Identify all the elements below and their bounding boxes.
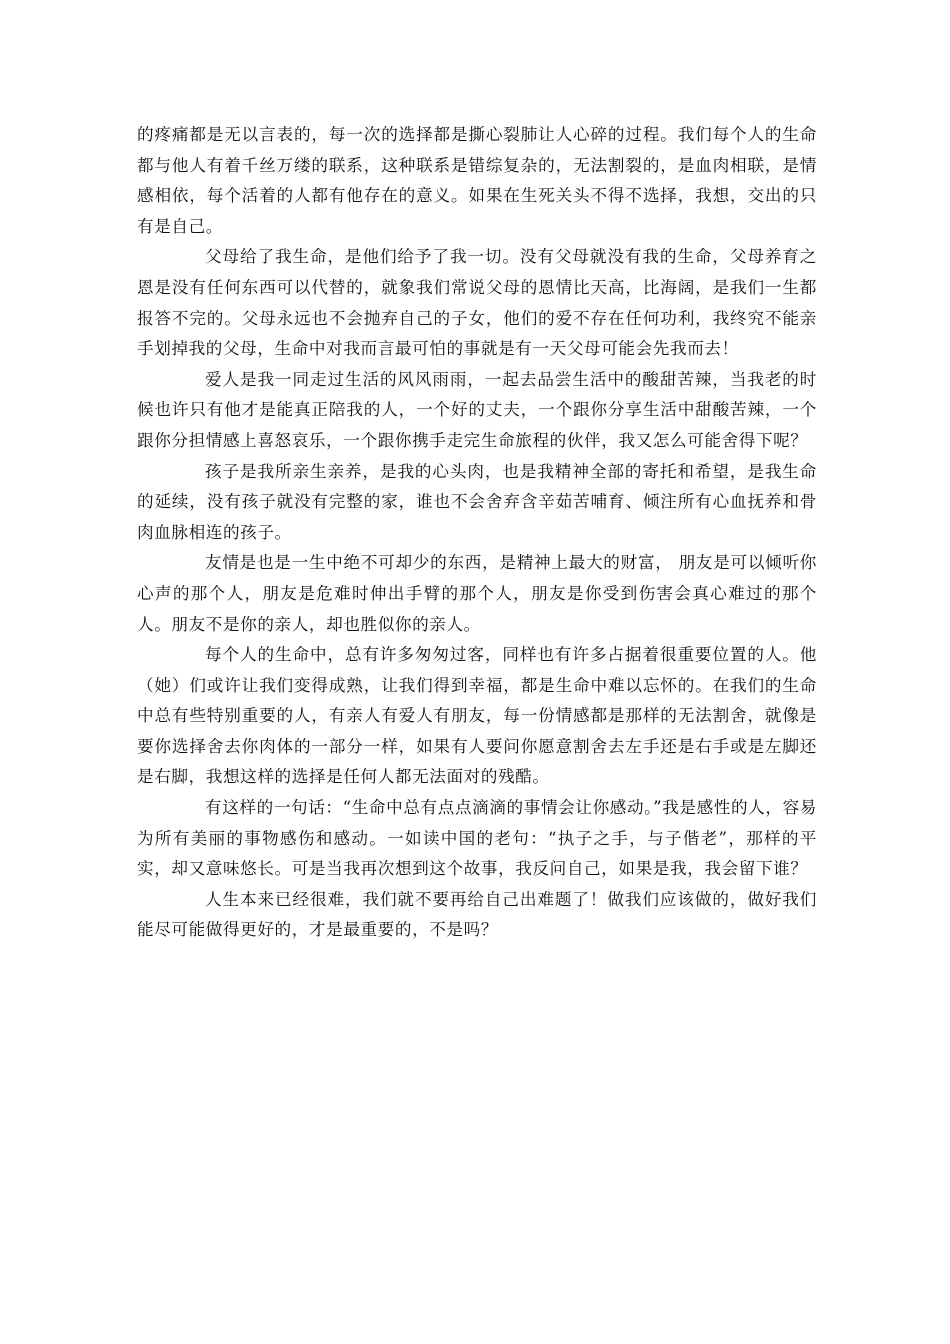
paragraph-2: 父母给了我生命，是他们给予了我一切。没有父母就没有我的生命，父母养育之恩是没有任何东西可以代替的，就象我们常说父母的恩情比天高，比海阔，是我们一生都报答不完的。父母永远也不会抛弃自己的子女，他们的爱不存在任何功利，我终究不能亲手划掉我的父母，生命中对我而言最可怕的事就是有一天父母可能会先我而去！ [137, 247, 817, 359]
document-body [137, 120, 817, 946]
paragraph-8: 人生本来已经很难，我们就不要再给自己出难题了！做我们应该做的，做好我们能尽可能做得更好的，才是最重要的，不是吗？ [137, 889, 817, 940]
paragraph-7: 有这样的一句话：“生命中总有点点滴滴的事情会让你感动。”我是感性的人，容易为所有美丽的事物感伤和感动。一如读中国的老句：“执子之手，与子偕老”，那样的平实，却又意味悠长。可是当我再次想到这个故事，我反问自己，如果是我，我会留下谁？ [137, 798, 817, 879]
paragraph-5: 友情是也是一生中绝不可却少的东西，是精神上最大的财富， 朋友是可以倾听你心声的那个人，朋友是危难时伸出手臂的那个人，朋友是你受到伤害会真心难过的那个人。朋友不是你的亲人，却也胜似你的亲人。 [137, 553, 817, 634]
paragraph-1: 的疼痛都是无以言表的，每一次的选择都是撕心裂肺让人心碎的过程。我们每个人的生命都与他人有着千丝万缕的联系，这种联系是错综复杂的，无法割裂的，是血肉相联，是情感相依，每个活着的人都有他存在的意义。如果在生死关头不得不选择，我想，交出的只有是自己。 [137, 125, 817, 236]
paragraph-3: 爱人是我一同走过生活的风风雨雨，一起去品尝生活中的酸甜苦辣，当我老的时候也许只有他才是能真正陪我的人，一个好的丈夫，一个跟你分享生活中甜酸苦辣，一个跟你分担情感上喜怒哀乐，一个跟你携手走完生命旅程的伙伴，我又怎么可能舍得下呢？ [137, 369, 817, 450]
paragraph-6: 每个人的生命中，总有许多匆匆过客，同样也有许多占据着很重要位置的人。他（她）们或许让我们变得成熟，让我们得到幸福，都是生命中难以忘怀的。在我们的生命中总有些特别重要的人，有亲人有爱人有朋友，每一份情感都是那样的无法割舍，就像是要你选择舍去你肉体的一部分一样，如果有人要问你愿意割舍去左手还是右手或是左脚还是右脚，我想这样的选择是任何人都无法面对的残酷。 [137, 645, 817, 787]
paragraph-4: 孩子是我所亲生亲养，是我的心头肉，也是我精神全部的寄托和希望，是我生命的延续，没有孩子就没有完整的家，谁也不会舍弃含辛茹苦哺育、倾注所有心血抚养和骨肉血脉相连的孩子。 [137, 461, 817, 542]
